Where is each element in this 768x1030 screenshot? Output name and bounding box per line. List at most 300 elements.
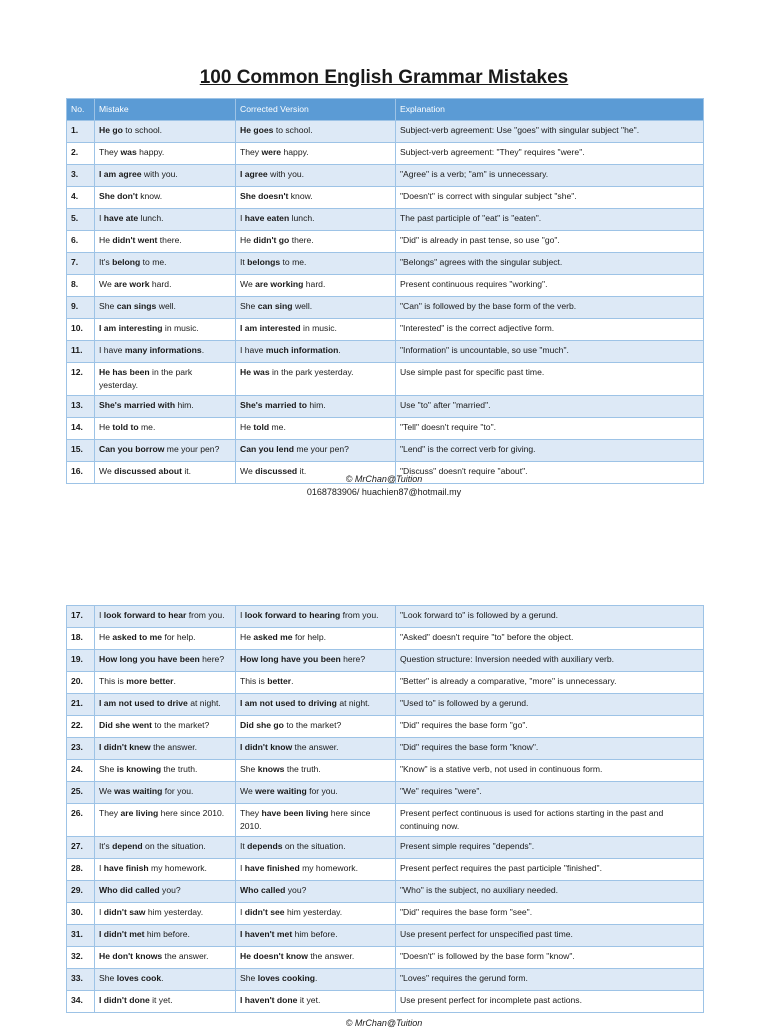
text-segment: it yet. (149, 995, 173, 1005)
bold-text: How long you have been (99, 654, 200, 664)
bold-text: depend (112, 841, 143, 851)
corrected-cell (236, 231, 396, 253)
mistake-cell (95, 650, 236, 672)
table-row (67, 396, 704, 418)
page-title: 100 Common English Grammar Mistakes (199, 67, 569, 88)
text-segment: I (240, 610, 245, 620)
bold-text: can sings (116, 301, 157, 311)
explanation-cell: Use present perfect for unspecified past time. (396, 925, 704, 947)
mistake-cell (95, 418, 236, 440)
bold-text: told (253, 422, 270, 432)
table-row (67, 881, 704, 903)
text-segment: He (240, 235, 254, 245)
bold-text: He don't knows (99, 951, 163, 961)
explanation-cell: "Did" requires the base form "go". (396, 716, 704, 738)
table-row (67, 837, 704, 859)
text-segment: there. (289, 235, 314, 245)
explanation-cell: "Asked" doesn't require "to" before the object. (396, 628, 704, 650)
bold-text: She's married with (99, 400, 176, 410)
text-segment: He (99, 422, 113, 432)
text-segment: It's (99, 841, 113, 851)
corrected-cell (236, 837, 396, 859)
text-segment: in music. (300, 323, 337, 333)
text-segment: She (240, 764, 258, 774)
explanation-cell: "Doesn't" is followed by the base form "know". (396, 947, 704, 969)
bold-text: discussed (255, 466, 298, 476)
explanation-cell: Subject-verb agreement: "They" requires "were". (396, 143, 704, 165)
mistake-cell (95, 859, 236, 881)
mistake-cell (95, 716, 236, 738)
table-row (67, 165, 704, 187)
mistake-cell (95, 319, 236, 341)
explanation-cell: "Did" is already in past tense, so use "go". (396, 231, 704, 253)
text-segment: here since 2010. (240, 808, 371, 831)
row-number: 33. (67, 969, 95, 991)
mistake-cell (95, 738, 236, 760)
bold-text: I am agree (99, 169, 142, 179)
text-segment: He (240, 422, 254, 432)
bold-text: He goes (240, 125, 274, 135)
bold-text: more better (126, 676, 174, 686)
explanation-cell: "Can" is followed by the base form of the verb. (396, 297, 704, 319)
footer-contact: 0168783906/ huachien87@hotmail.my (306, 487, 462, 497)
bold-text: is knowing (116, 764, 162, 774)
text-segment: They (99, 808, 121, 818)
bold-text: She don't (99, 191, 138, 201)
text-segment: We (240, 786, 256, 796)
corrected-cell (236, 418, 396, 440)
bold-text: belongs (247, 257, 281, 267)
explanation-cell: "Did" requires the base form "see". (396, 903, 704, 925)
mistake-cell (95, 782, 236, 804)
bold-text: were waiting (255, 786, 307, 796)
row-number: 29. (67, 881, 95, 903)
text-segment: I have (99, 345, 125, 355)
explanation-cell: Present simple requires "depends". (396, 837, 704, 859)
footer-credit-page-2: © MrChan@Tuition (345, 1018, 423, 1028)
explanation-cell: Use "to" after "married". (396, 396, 704, 418)
text-segment: the truth. (161, 764, 198, 774)
mistake-cell (95, 903, 236, 925)
text-segment: the answer. (150, 742, 198, 752)
text-segment: We (99, 279, 115, 289)
text-segment: It's (99, 257, 113, 267)
corrected-cell (236, 672, 396, 694)
bold-text: He go (99, 125, 123, 135)
text-segment: here? (340, 654, 366, 664)
bold-text: Can you lend (240, 444, 294, 454)
table-row (67, 143, 704, 165)
text-segment: on the situation. (142, 841, 206, 851)
table-row (67, 694, 704, 716)
text-segment: for you. (162, 786, 194, 796)
bold-text: belong (112, 257, 141, 267)
explanation-cell: Present perfect continuous is used for actions starting in the past and continuing now. (396, 804, 704, 837)
row-number: 23. (67, 738, 95, 760)
bold-text: I didn't met (99, 929, 145, 939)
text-segment: happy. (281, 147, 309, 157)
text-segment: . (338, 345, 341, 355)
text-segment: the answer. (307, 951, 355, 961)
table-row (67, 760, 704, 782)
corrected-cell (236, 782, 396, 804)
text-segment: me your pen? (293, 444, 349, 454)
row-number: 13. (67, 396, 95, 418)
bold-text: didn't go (253, 235, 290, 245)
table-row (67, 859, 704, 881)
explanation-cell: "Look forward to" is followed by a gerund. (396, 606, 704, 628)
table-header-row (67, 99, 704, 121)
text-segment: We (240, 279, 256, 289)
mistake-cell (95, 396, 236, 418)
text-segment: We (240, 466, 256, 476)
explanation-cell: The past participle of "eat" is "eaten". (396, 209, 704, 231)
text-segment: She (99, 301, 117, 311)
mistake-cell (95, 275, 236, 297)
corrected-cell (236, 297, 396, 319)
bold-text: I didn't knew (99, 742, 151, 752)
text-segment: I (240, 907, 245, 917)
text-segment: I (99, 863, 104, 873)
text-segment: the answer. (292, 742, 339, 752)
corrected-cell (236, 947, 396, 969)
table-row (67, 925, 704, 947)
text-segment: me. (269, 422, 286, 432)
text-segment: She (240, 973, 258, 983)
text-segment: well. (156, 301, 176, 311)
corrected-cell (236, 363, 396, 396)
table-row (67, 319, 704, 341)
row-number: 31. (67, 925, 95, 947)
bold-text: Who did called (99, 885, 160, 895)
explanation-cell: Use present perfect for incomplete past actions. (396, 991, 704, 1013)
text-segment: to me. (280, 257, 307, 267)
corrected-cell (236, 925, 396, 947)
text-segment: He (240, 632, 254, 642)
text-segment: We (99, 466, 115, 476)
text-segment: They (240, 808, 262, 818)
explanation-cell: "Did" requires the base form "know". (396, 738, 704, 760)
mistake-cell (95, 121, 236, 143)
explanation-cell: "Know" is a stative verb, not used in continuous form. (396, 760, 704, 782)
bold-text: I didn't done (99, 995, 150, 1005)
text-segment: hard. (149, 279, 172, 289)
bold-text: knows (257, 764, 285, 774)
corrected-cell (236, 209, 396, 231)
explanation-cell: "Doesn't" is correct with singular subject "she". (396, 187, 704, 209)
text-segment: the truth. (284, 764, 321, 774)
bold-text: discussed about (114, 466, 182, 476)
text-segment: She (99, 973, 117, 983)
text-segment: for help. (292, 632, 327, 642)
corrected-cell (236, 187, 396, 209)
footer-credit: © MrChan@Tuition (345, 474, 423, 484)
header-explanation: Explanation (396, 99, 704, 121)
text-segment: This is (99, 676, 127, 686)
bold-text: didn't saw (103, 907, 146, 917)
text-segment: She (240, 301, 258, 311)
text-segment: well. (292, 301, 313, 311)
corrected-cell (236, 121, 396, 143)
text-segment: it. (181, 466, 192, 476)
bold-text: didn't went (112, 235, 158, 245)
row-number: 14. (67, 418, 95, 440)
bold-text: I haven't done (240, 995, 298, 1005)
text-segment: to school. (122, 125, 163, 135)
header-mistake: Mistake (95, 99, 236, 121)
corrected-cell (236, 859, 396, 881)
bold-text: Can you borrow (99, 444, 165, 454)
row-number: 16. (67, 462, 95, 484)
corrected-cell (236, 606, 396, 628)
header-corrected: Corrected Version (236, 99, 396, 121)
row-number: 25. (67, 782, 95, 804)
corrected-cell (236, 760, 396, 782)
table-row (67, 991, 704, 1013)
text-segment: him yesterday. (284, 907, 343, 917)
row-number: 21. (67, 694, 95, 716)
bold-text: better (267, 676, 292, 686)
text-segment: the answer. (162, 951, 209, 961)
text-segment: it. (297, 466, 307, 476)
text-segment: lunch. (138, 213, 164, 223)
table-body (67, 121, 704, 484)
text-segment: at night. (336, 698, 370, 708)
text-segment: for you. (306, 786, 338, 796)
corrected-cell (236, 738, 396, 760)
text-segment: with you. (267, 169, 305, 179)
row-number: 18. (67, 628, 95, 650)
text-segment: you? (159, 885, 181, 895)
mistake-cell (95, 925, 236, 947)
bold-text: was waiting (114, 786, 163, 796)
text-segment: from you. (340, 610, 379, 620)
explanation-cell: "Belongs" agrees with the singular subject. (396, 253, 704, 275)
corrected-cell (236, 275, 396, 297)
row-number: 28. (67, 859, 95, 881)
bold-text: told to (112, 422, 139, 432)
mistake-cell (95, 440, 236, 462)
text-segment: it yet. (297, 995, 321, 1005)
table-body (67, 606, 704, 1013)
text-segment: . (161, 973, 164, 983)
text-segment: me your pen? (164, 444, 220, 454)
explanation-cell: "Tell" doesn't require "to". (396, 418, 704, 440)
bold-text: didn't see (244, 907, 285, 917)
text-segment: This is (240, 676, 268, 686)
mistake-cell (95, 804, 236, 837)
mistake-cell (95, 991, 236, 1013)
text-segment: He (99, 235, 113, 245)
bold-text: was (120, 147, 137, 157)
text-segment: my homework. (299, 863, 358, 873)
mistake-cell (95, 253, 236, 275)
explanation-cell: "Agree" is a verb; "am" is unnecessary. (396, 165, 704, 187)
explanation-cell: "Interested" is the correct adjective form. (396, 319, 704, 341)
bold-text: Who called (240, 885, 286, 895)
bold-text: many informations (124, 345, 202, 355)
explanation-cell: "Loves" requires the gerund form. (396, 969, 704, 991)
explanation-cell: "Lend" is the correct verb for giving. (396, 440, 704, 462)
bold-text: can sing (257, 301, 293, 311)
bold-text: I am not used to drive (99, 698, 188, 708)
bold-text: I am interested (240, 323, 301, 333)
bold-text: have eaten (244, 213, 290, 223)
bold-text: How long have you been (240, 654, 341, 664)
explanation-cell: Present continuous requires "working". (396, 275, 704, 297)
bold-text: have been living (261, 808, 329, 818)
bold-text: Did she go (240, 720, 284, 730)
row-number: 2. (67, 143, 95, 165)
row-number: 27. (67, 837, 95, 859)
corrected-cell (236, 716, 396, 738)
table-row (67, 672, 704, 694)
row-number: 10. (67, 319, 95, 341)
grammar-table-page-2 (66, 605, 704, 1013)
bold-text: asked to me (112, 632, 163, 642)
mistake-cell (95, 628, 236, 650)
text-segment: from you. (186, 610, 225, 620)
row-number: 4. (67, 187, 95, 209)
table-row (67, 903, 704, 925)
explanation-cell: Use simple past for specific past time. (396, 363, 704, 396)
row-number: 26. (67, 804, 95, 837)
text-segment: . (201, 345, 205, 355)
mistake-cell (95, 760, 236, 782)
mistake-cell (95, 672, 236, 694)
row-number: 7. (67, 253, 95, 275)
text-segment: . (291, 676, 294, 686)
table-row (67, 969, 704, 991)
row-number: 34. (67, 991, 95, 1013)
corrected-cell (236, 341, 396, 363)
explanation-cell: Present perfect requires the past participle "finished". (396, 859, 704, 881)
text-segment: here since 2010. (158, 808, 225, 818)
mistake-cell (95, 231, 236, 253)
row-number: 30. (67, 903, 95, 925)
text-segment: know. (288, 191, 313, 201)
row-number: 22. (67, 716, 95, 738)
corrected-cell (236, 440, 396, 462)
bold-text: have finish (103, 863, 149, 873)
explanation-cell: "Better" is already a comparative, "more" is unnecessary. (396, 672, 704, 694)
mistake-cell (95, 837, 236, 859)
text-segment: They (240, 147, 262, 157)
text-segment: I (99, 610, 104, 620)
bold-text: loves cooking (257, 973, 315, 983)
text-segment: him before. (292, 929, 338, 939)
table-row (67, 650, 704, 672)
bold-text: She doesn't (240, 191, 289, 201)
table-row (67, 804, 704, 837)
text-segment: him. (175, 400, 194, 410)
row-number: 6. (67, 231, 95, 253)
table-row (67, 418, 704, 440)
header-no: No. (67, 99, 95, 121)
mistake-cell (95, 606, 236, 628)
row-number: 17. (67, 606, 95, 628)
bold-text: are work (114, 279, 150, 289)
table-row (67, 275, 704, 297)
text-segment: We (99, 786, 115, 796)
table-row (67, 253, 704, 275)
table-row (67, 209, 704, 231)
corrected-cell (236, 396, 396, 418)
bold-text: look forward to hear (103, 610, 187, 620)
bold-text: I didn't know (240, 742, 293, 752)
table-row (67, 606, 704, 628)
text-segment: me. (138, 422, 156, 432)
bold-text: asked me (253, 632, 293, 642)
table-row (67, 187, 704, 209)
text-segment: know. (137, 191, 163, 201)
text-segment: you? (285, 885, 307, 895)
bold-text: are working (255, 279, 304, 289)
mistake-cell (95, 694, 236, 716)
bold-text: He doesn't know (240, 951, 308, 961)
table-row (67, 440, 704, 462)
corrected-cell (236, 694, 396, 716)
text-segment: with you. (141, 169, 178, 179)
text-segment: here? (199, 654, 225, 664)
table-row (67, 231, 704, 253)
explanation-cell: "Discuss" doesn't require "about". (396, 462, 704, 484)
text-segment: It (240, 841, 248, 851)
mistake-cell (95, 165, 236, 187)
bold-text: look forward to hearing (244, 610, 341, 620)
table-row (67, 341, 704, 363)
bold-text: He has been (99, 367, 150, 377)
text-segment: I (240, 863, 245, 873)
explanation-cell: "Information" is uncountable, so use "much". (396, 341, 704, 363)
bold-text: Did she went (99, 720, 153, 730)
bold-text: were (261, 147, 282, 157)
row-number: 1. (67, 121, 95, 143)
explanation-cell: "Who" is the subject, no auxiliary needed. (396, 881, 704, 903)
text-segment: for help. (162, 632, 196, 642)
row-number: 24. (67, 760, 95, 782)
text-segment: They (99, 147, 121, 157)
row-number: 15. (67, 440, 95, 462)
bold-text: have ate (103, 213, 139, 223)
text-segment: in the park yesterday. (99, 367, 193, 390)
corrected-cell (236, 991, 396, 1013)
text-segment: to me. (140, 257, 167, 267)
row-number: 12. (67, 363, 95, 396)
table-row (67, 363, 704, 396)
text-segment: I (99, 907, 104, 917)
explanation-cell: "Used to" is followed by a gerund. (396, 694, 704, 716)
corrected-cell (236, 881, 396, 903)
text-segment: lunch. (289, 213, 315, 223)
corrected-cell (236, 650, 396, 672)
table-row (67, 297, 704, 319)
text-segment: . (315, 973, 318, 983)
bold-text: much information (265, 345, 339, 355)
bold-text: I am not used to driving (240, 698, 337, 708)
bold-text: I agree (240, 169, 268, 179)
text-segment: . (173, 676, 176, 686)
text-segment: It (240, 257, 248, 267)
corrected-cell (236, 253, 396, 275)
bold-text: loves cook (116, 973, 162, 983)
text-segment: him yesterday. (145, 907, 204, 917)
corrected-cell (236, 143, 396, 165)
bold-text: She's married to (240, 400, 307, 410)
text-segment: on the situation. (282, 841, 346, 851)
corrected-cell (236, 969, 396, 991)
text-segment: He (99, 632, 113, 642)
